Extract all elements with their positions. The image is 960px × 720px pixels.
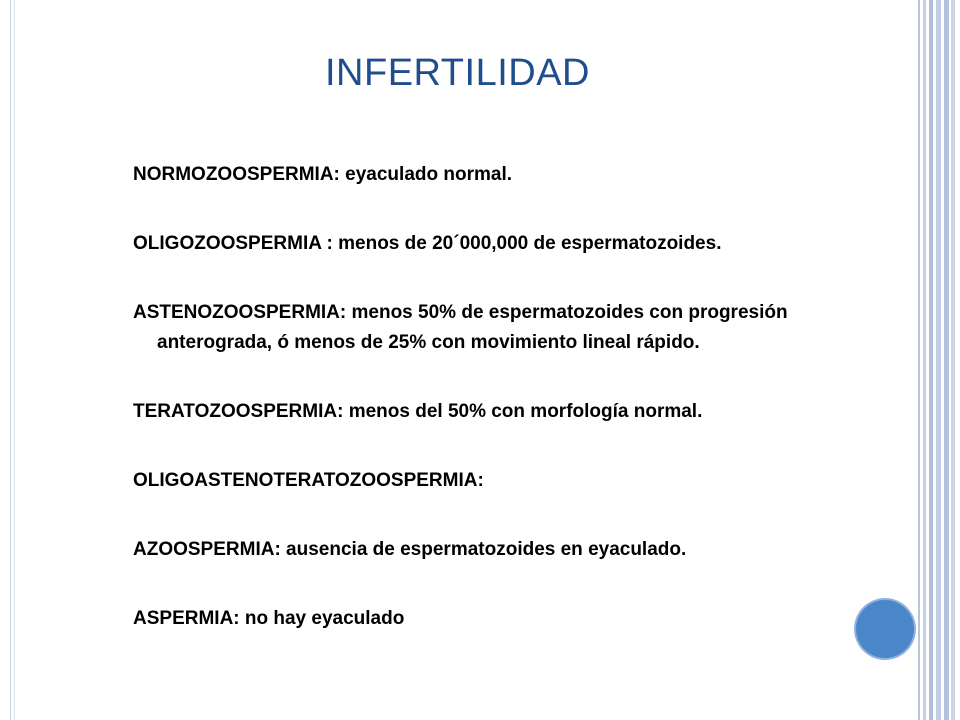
right-frame-band-3	[944, 0, 949, 720]
slide-title: INFERTILIDAD	[324, 52, 590, 94]
list-item: AZOOSPERMIA: ausencia de espermatozoides en eyaculado.	[133, 539, 687, 560]
list-item: NORMOZOOSPERMIA: eyaculado normal.	[133, 164, 512, 185]
left-frame-line-inner	[14, 0, 15, 720]
right-frame-band-2	[936, 0, 941, 720]
right-frame-line-2	[923, 0, 926, 720]
right-frame-line-1	[918, 0, 920, 720]
list-item: ASPERMIA: no hay eyaculado	[133, 608, 405, 629]
list-item: OLIGOZOOSPERMIA : menos de 20´000,000 de espermatozoides.	[133, 233, 722, 254]
list-item: OLIGOASTENOTERATOZOOSPERMIA:	[133, 470, 484, 491]
list-item: TERATOZOOSPERMIA: menos del 50% con morfología normal.	[133, 401, 703, 422]
decorative-circle	[856, 600, 914, 658]
left-frame-line-outer	[10, 0, 11, 720]
definition-list	[133, 160, 873, 673]
list-item: ASTENOZOOSPERMIA: menos 50% de espermatozoides con progresión anterograda, ó menos de 25% con movimiento lineal rápido.	[133, 302, 788, 353]
right-frame-band-4	[951, 0, 955, 720]
right-frame-band	[929, 0, 933, 720]
